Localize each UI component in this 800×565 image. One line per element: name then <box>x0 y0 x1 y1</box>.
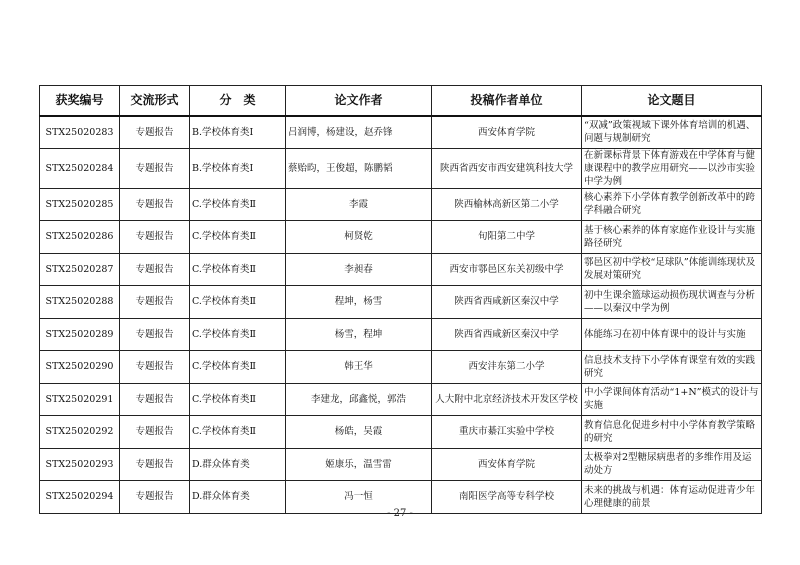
cell-category: C.学校体育类Ⅱ <box>190 318 286 351</box>
cell-title: 信息技术支持下小学体育课堂有效的实践研究 <box>582 351 762 384</box>
cell-title: “双减”政策视域下课外体育培训的机遇、问题与规制研究 <box>582 116 762 149</box>
cell-unit: 人大附中北京经济技术开发区学校 <box>432 383 582 416</box>
cell-category: C.学校体育类Ⅱ <box>190 286 286 319</box>
table-row <box>40 351 762 384</box>
header-award-no: 获奖编号 <box>40 86 120 116</box>
cell-category: C.学校体育类Ⅱ <box>190 253 286 286</box>
cell-category: D.群众体育类 <box>190 448 286 481</box>
cell-category: C.学校体育类Ⅱ <box>190 416 286 449</box>
header-format: 交流形式 <box>120 86 190 116</box>
header-title: 论文题目 <box>582 86 762 116</box>
page-number: - 27 - <box>387 508 413 519</box>
cell-award-no: STX25020284 <box>40 148 120 188</box>
cell-authors: 程坤，杨雪 <box>286 286 432 319</box>
cell-unit: 陕西省西咸新区秦汉中学 <box>432 286 582 319</box>
cell-category: B.学校体育类Ⅰ <box>190 116 286 149</box>
cell-authors: 杨雪，程坤 <box>286 318 432 351</box>
cell-authors: 冯一恒 <box>286 481 432 514</box>
cell-unit: 西安体育学院 <box>432 116 582 149</box>
cell-unit: 旬阳第二中学 <box>432 221 582 254</box>
cell-format: 专题报告 <box>120 116 190 149</box>
cell-authors: 蔡贻昀，王俊超，陈鹏韬 <box>286 148 432 188</box>
cell-authors: 姬康乐，温雪雷 <box>286 448 432 481</box>
cell-award-no: STX25020294 <box>40 481 120 514</box>
cell-unit: 西安市鄠邑区东关初级中学 <box>432 253 582 286</box>
cell-title: 教育信息化促进乡村中小学体育教学策略的研究 <box>582 416 762 449</box>
cell-authors: 吕润博，杨建设，赵乔锋 <box>286 116 432 149</box>
cell-format: 专题报告 <box>120 286 190 319</box>
cell-category: C.学校体育类Ⅱ <box>190 351 286 384</box>
cell-format: 专题报告 <box>120 383 190 416</box>
table-row <box>40 253 762 286</box>
cell-format: 专题报告 <box>120 188 190 221</box>
cell-authors: 李昶春 <box>286 253 432 286</box>
table-row <box>40 383 762 416</box>
cell-title: 在新课标背景下体育游戏在中学体育与健康课程中的教学应用研究——以沙市实验中学为例 <box>582 148 762 188</box>
cell-format: 专题报告 <box>120 481 190 514</box>
cell-format: 专题报告 <box>120 148 190 188</box>
cell-authors: 杨皓，吴霞 <box>286 416 432 449</box>
table-row <box>40 286 762 319</box>
cell-title: 基于核心素养的体育家庭作业设计与实施路径研究 <box>582 221 762 254</box>
cell-title: 初中生课余篮球运动损伤现状调查与分析——以秦汉中学为例 <box>582 286 762 319</box>
cell-format: 专题报告 <box>120 448 190 481</box>
table-row <box>40 188 762 221</box>
cell-unit: 重庆市綦江实验中学校 <box>432 416 582 449</box>
cell-title: 核心素养下小学体育教学创新改革中的跨学科融合研究 <box>582 188 762 221</box>
cell-award-no: STX25020290 <box>40 351 120 384</box>
cell-unit: 陕西省西咸新区秦汉中学 <box>432 318 582 351</box>
cell-title: 体能练习在初中体育课中的设计与实施 <box>582 318 762 351</box>
cell-title: 鄠邑区初中学校“足球队”体能训练现状及发展对策研究 <box>582 253 762 286</box>
cell-authors: 李霞 <box>286 188 432 221</box>
cell-award-no: STX25020292 <box>40 416 120 449</box>
table-row <box>40 416 762 449</box>
cell-award-no: STX25020286 <box>40 221 120 254</box>
table-header-row <box>40 86 762 116</box>
cell-format: 专题报告 <box>120 351 190 384</box>
cell-format: 专题报告 <box>120 416 190 449</box>
cell-authors: 李建龙，邱鑫悦，郭浩 <box>286 383 432 416</box>
cell-unit: 西安沣东第二小学 <box>432 351 582 384</box>
cell-category: C.学校体育类Ⅱ <box>190 383 286 416</box>
cell-unit: 陕西省西安市西安建筑科技大学 <box>432 148 582 188</box>
cell-award-no: STX25020288 <box>40 286 120 319</box>
cell-authors: 韩王华 <box>286 351 432 384</box>
table-row <box>40 116 762 149</box>
table-row <box>40 148 762 188</box>
cell-category: B.学校体育类Ⅰ <box>190 148 286 188</box>
cell-award-no: STX25020283 <box>40 116 120 149</box>
table-row <box>40 448 762 481</box>
award-table <box>39 85 762 514</box>
cell-award-no: STX25020287 <box>40 253 120 286</box>
cell-authors: 柯贤乾 <box>286 221 432 254</box>
cell-title: 太极拳对2型糖尿病患者的多维作用及运动处方 <box>582 448 762 481</box>
cell-title: 未来的挑战与机遇：体育运动促进青少年心理健康的前景 <box>582 481 762 514</box>
cell-category: C.学校体育类Ⅱ <box>190 221 286 254</box>
table-row <box>40 221 762 254</box>
cell-unit: 南阳医学高等专科学校 <box>432 481 582 514</box>
cell-award-no: STX25020289 <box>40 318 120 351</box>
header-authors: 论文作者 <box>286 86 432 116</box>
header-unit: 投稿作者单位 <box>432 86 582 116</box>
cell-category: C.学校体育类Ⅱ <box>190 188 286 221</box>
cell-format: 专题报告 <box>120 221 190 254</box>
cell-award-no: STX25020293 <box>40 448 120 481</box>
cell-format: 专题报告 <box>120 318 190 351</box>
cell-format: 专题报告 <box>120 253 190 286</box>
cell-title: 中小学课间体育活动“1+N”模式的设计与实施 <box>582 383 762 416</box>
cell-unit: 陕西榆林高新区第二小学 <box>432 188 582 221</box>
cell-award-no: STX25020291 <box>40 383 120 416</box>
table-row <box>40 318 762 351</box>
cell-award-no: STX25020285 <box>40 188 120 221</box>
header-category: 分 类 <box>190 86 286 116</box>
cell-unit: 西安体育学院 <box>432 448 582 481</box>
cell-category: D.群众体育类 <box>190 481 286 514</box>
